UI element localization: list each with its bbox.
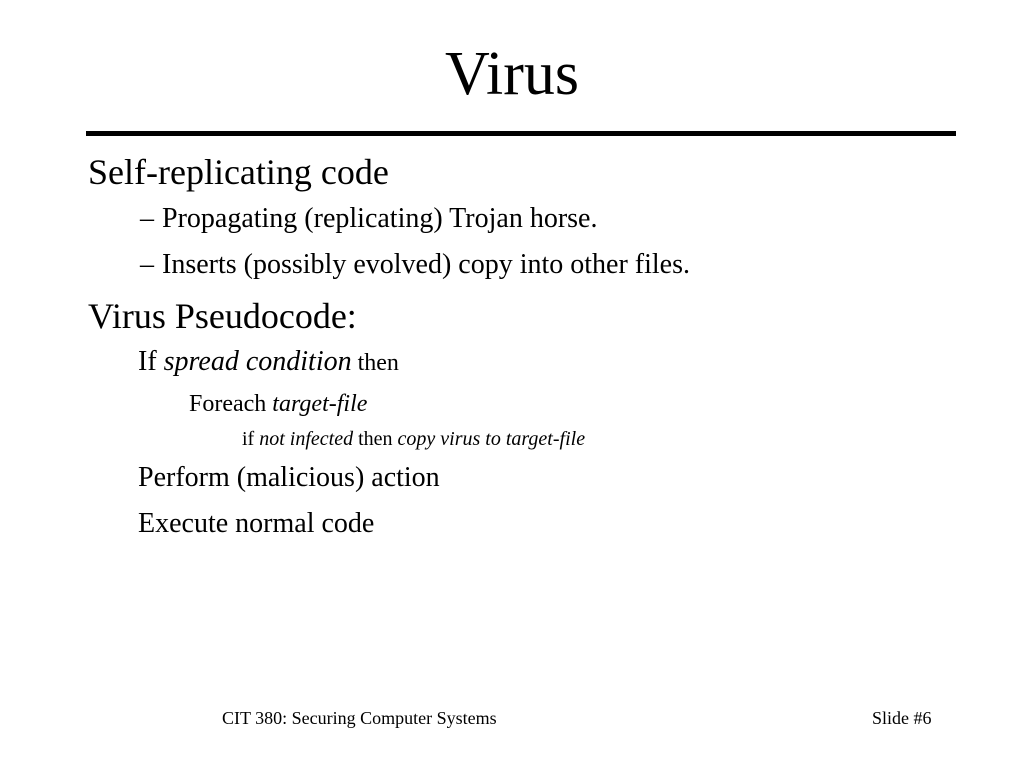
footer-slide-number: Slide #6	[872, 708, 932, 728]
pseudocode-execute-normal: Execute normal code	[138, 508, 375, 539]
sub-bullet-text: Inserts (possibly evolved) copy into other files.	[162, 249, 691, 280]
pseudocode-italic: not infected	[259, 428, 354, 450]
pseudocode-text: Foreach	[189, 391, 273, 417]
pseudocode-text: then	[353, 428, 398, 450]
bullet-self-replicating: Self-replicating code	[88, 152, 389, 192]
pseudocode-foreach-line	[189, 390, 367, 418]
pseudocode-text: If	[138, 346, 164, 377]
footer-course: CIT 380: Securing Computer Systems	[222, 708, 497, 728]
pseudocode-if-line	[138, 346, 399, 378]
sub-bullet-propagating	[140, 203, 597, 235]
slide-title: Virus	[444, 40, 580, 108]
pseudocode-perform-action: Perform (malicious) action	[138, 462, 440, 493]
dash-icon: –	[140, 203, 154, 234]
pseudocode-italic: target-file	[272, 391, 368, 417]
sub-bullet-inserts	[140, 249, 690, 281]
title-divider	[86, 131, 956, 136]
bullet-virus-pseudocode: Virus Pseudocode:	[88, 296, 357, 336]
sub-bullet-text: Propagating (replicating) Trojan horse.	[162, 203, 598, 234]
dash-icon: –	[140, 249, 154, 280]
pseudocode-italic: copy virus to target-file	[397, 428, 586, 450]
pseudocode-if-not-infected-line	[242, 427, 585, 451]
pseudocode-italic: spread condition	[163, 346, 352, 377]
pseudocode-text: if	[242, 428, 260, 450]
pseudocode-text: then	[351, 350, 399, 376]
